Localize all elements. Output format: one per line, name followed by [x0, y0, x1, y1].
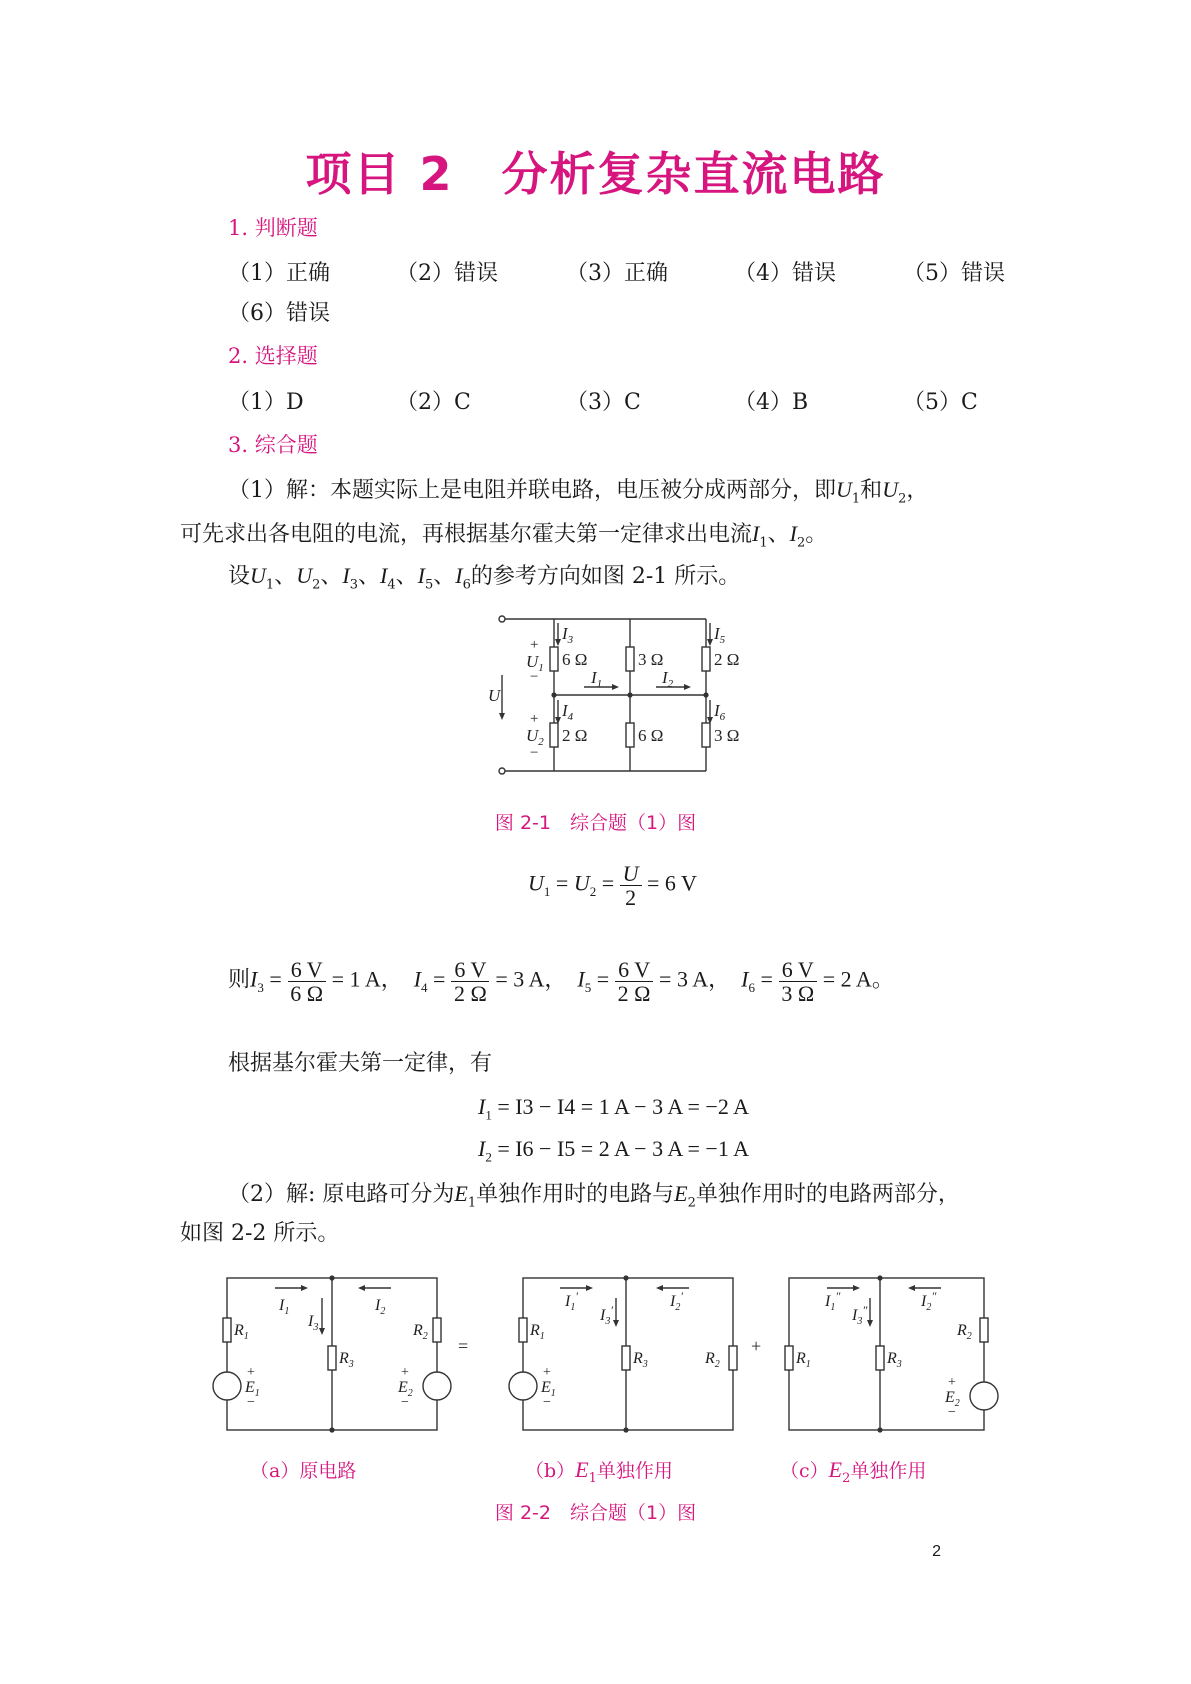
- svg-text:−: −: [401, 1395, 409, 1410]
- judge-answer-2: （2）错误: [396, 261, 498, 286]
- fig21-r-bot-2: 6 Ω: [638, 726, 664, 745]
- svg-text:I3: $I_3$: [308, 1313, 319, 1333]
- svg-text:R2: $R_2$: [957, 1322, 972, 1342]
- section-heading-judge: 1. 判断题: [228, 216, 318, 240]
- svg-text:E1: $E_1$: [245, 1379, 260, 1399]
- svg-text:R2: $R_2$: [705, 1350, 720, 1370]
- fig21-plus-top: +: [530, 637, 539, 653]
- equation-i1: $I_1 = I3 - I4 = 1$ A − 3 A = −2 A: [478, 1094, 750, 1123]
- plus-sign: +: [751, 1336, 762, 1356]
- equals-sign: =: [458, 1336, 469, 1356]
- svg-text:R3: $R_3$: [339, 1350, 354, 1370]
- svg-text:R2: $R_2$: [413, 1322, 428, 1342]
- fig21-label-i1: $I_1$: [591, 668, 603, 690]
- svg-text:+: +: [948, 1375, 956, 1390]
- svg-text:I1: $I_1$: [279, 1297, 290, 1317]
- section-heading-choice: 2. 选择题: [228, 344, 318, 368]
- svg-text:+: +: [401, 1365, 409, 1380]
- section-heading-comprehensive: 3. 综合题: [228, 433, 318, 457]
- equation-i2: $I_2 = I6 - I5 = 2$ A − 3 A = −1 A: [478, 1136, 750, 1165]
- judge-answer-4: （4）错误: [734, 261, 836, 286]
- judge-answer-3: （3）正确: [566, 261, 668, 286]
- fig21-r-top-3: 2 Ω: [714, 650, 740, 669]
- svg-text:I2′: $I_2'$: [670, 1289, 683, 1313]
- svg-text:E2: $E_2$: [945, 1389, 960, 1409]
- subcaption-c: $(c)E_2$单独作用: [780, 1457, 927, 1486]
- choice-answer-3: （3）C: [566, 390, 641, 415]
- svg-text:−: −: [948, 1405, 956, 1420]
- fig21-label-u2: $U_2$: [526, 726, 544, 748]
- page-title: 项目 2 分析复杂直流电路: [305, 147, 886, 201]
- choice-answer-2: （2）C: [396, 390, 471, 415]
- fig21-r-bot-1: 2 Ω: [562, 726, 588, 745]
- equation-currents: 则$I_3$ = $\frac{6 V}{6 \Omega}$ = 1 A， $I_4$ = $\frac{6 V}{2 \Omega}$ = 3 A， $I_5$ = $\frac{6 V}{2 \Omega}$ = 3 A， $I_6$ = $\frac{6 V}{3 \Omega}$ = 2 A。: [228, 957, 894, 1007]
- svg-text:R1: $R_1$: [796, 1350, 811, 1370]
- figure-2-1-circuit: [488, 605, 748, 785]
- judge-answer-6: （6）错误: [228, 301, 330, 326]
- svg-text:I1′: $I_1'$: [565, 1289, 578, 1313]
- svg-text:R3: $R_3$: [633, 1350, 648, 1370]
- fig21-r-top-2: 3 Ω: [638, 650, 664, 669]
- svg-text:I2: $I_2$: [375, 1297, 386, 1317]
- svg-text:R3: $R_3$: [887, 1350, 902, 1370]
- fig21-r-top-1: 6 Ω: [562, 650, 588, 669]
- svg-text:I3″: $I_3''$: [852, 1303, 868, 1327]
- page-number: 2: [932, 1543, 941, 1560]
- fig21-label-i3: $I_3$: [562, 624, 574, 646]
- choice-answer-4: （4）B: [734, 390, 809, 415]
- q2-line1: （2）解: 原电路可分为$E_1$单独作用时的电路与$E_2$单独作用时的电路两部分，: [228, 1181, 960, 1211]
- kcl-statement: 根据基尔霍夫第一定律，有: [228, 1051, 493, 1076]
- svg-text:−: −: [247, 1395, 255, 1410]
- svg-text:R1: $R_1$: [530, 1322, 545, 1342]
- svg-text:R1: $R_1$: [234, 1322, 249, 1342]
- subcaption-b: $(b)E_1$单独作用: [525, 1457, 673, 1486]
- fig21-minus-top: −: [530, 669, 539, 685]
- svg-text:−: −: [543, 1395, 551, 1410]
- svg-text:I3′: $I_3'$: [600, 1303, 613, 1327]
- q1-line1: （1）解：本题实际上是电阻并联电路，电压被分成两部分，即$U_1$和$U_2$，: [228, 477, 929, 507]
- fig21-label-i2: $I_2$: [662, 668, 674, 690]
- fig21-label-i5: $I_5$: [714, 624, 726, 646]
- svg-text:E2: $E_2$: [398, 1379, 413, 1399]
- fig21-minus-bot: −: [530, 745, 539, 761]
- figure-2-1-caption: 图 2-1 综合题（1）图: [494, 812, 697, 834]
- choice-answer-1: （1）D: [228, 390, 304, 415]
- fig21-label-u: U: [488, 686, 501, 705]
- fig21-label-i4: $I_4$: [562, 701, 574, 723]
- svg-text:I1″: $I_1''$: [825, 1289, 841, 1313]
- choice-answer-5: （5）C: [903, 390, 978, 415]
- svg-text:+: +: [247, 1365, 255, 1380]
- judge-answer-1: （1）正确: [228, 261, 330, 286]
- svg-text:+: +: [543, 1365, 551, 1380]
- fig21-r-bot-3: 3 Ω: [714, 726, 740, 745]
- fig21-label-u1: $U_1$: [526, 652, 544, 674]
- q1-line3: 设$U_1$、$U_2$、$I_3$、$I_4$、$I_5$、$I_6$的参考方向如图 2-1 所示。: [228, 563, 741, 593]
- fig21-plus-bot: +: [530, 711, 539, 727]
- fig21-label-i6: $I_6$: [714, 701, 726, 723]
- figure-2-2-caption: 图 2-2 综合题（1）图: [494, 1502, 697, 1524]
- equation-u1-u2: $U_1 = U_2$ = $\frac{U}{2}$ = 6 V: [528, 861, 697, 911]
- figure-2-2-circuits: [205, 1268, 1005, 1438]
- subcaption-a: （a）原电路: [250, 1460, 357, 1482]
- judge-answer-5: （5）错误: [903, 261, 1005, 286]
- svg-text:E1: $E_1$: [541, 1379, 556, 1399]
- q2-line2: 如图 2-2 所示。: [180, 1221, 340, 1246]
- q1-line2: 可先求出各电阻的电流，再根据基尔霍夫第一定律求出电流$I_1$、$I_2$。: [180, 521, 828, 551]
- svg-text:I2″: $I_2''$: [921, 1289, 937, 1313]
